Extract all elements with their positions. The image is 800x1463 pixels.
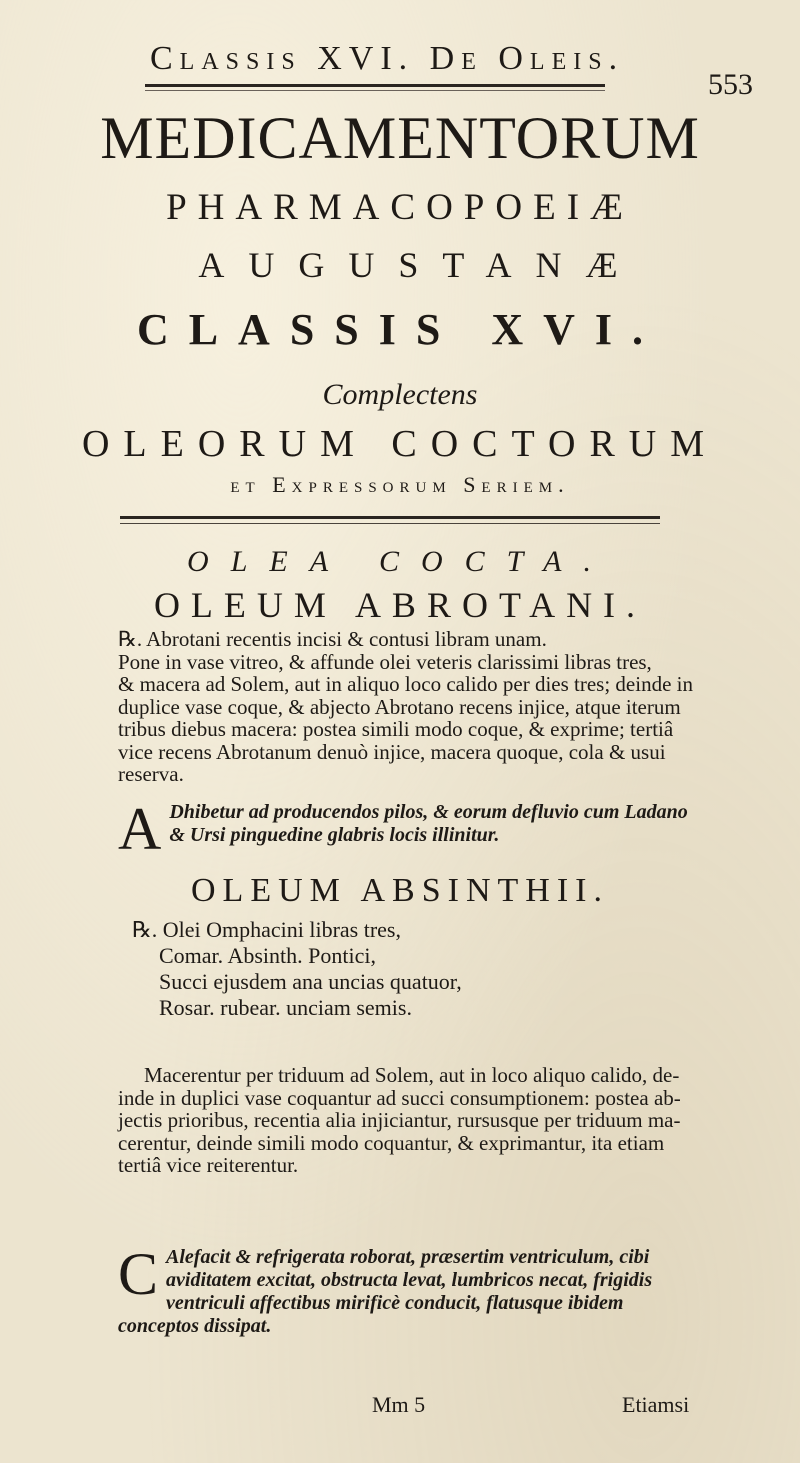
text-line: duplice vase coque, & abjecto Abrotano recens injice, atque iterum — [118, 694, 681, 719]
text-line: ℞. Abrotani recentis incisi & contusi libram unam. — [118, 627, 547, 651]
title-line-medicamentorum: MEDICAMENTORUM — [100, 105, 700, 171]
recipe-list-absinthii — [132, 917, 692, 1021]
recipe-item: Succi ejusdem ana uncias quatuor, — [159, 969, 462, 994]
entry-text-absinthii — [118, 1064, 698, 1177]
running-head — [140, 40, 753, 101]
text-line: & macera ad Solem, aut in aliquo loco calido per dies tres; deinde in — [118, 672, 693, 696]
text-line: cerentur, deinde simili modo coquantur, & exprimantur, ita etiam — [118, 1130, 665, 1155]
text-line: tertiâ vice reiterentur. — [118, 1153, 299, 1177]
text-line: inde in duplici vase coquantur ad succi consumptionem: postea ab- — [118, 1085, 681, 1110]
text-line: Pone in vase vitreo, & affunde olei veteris clarissimi libras tres, — [118, 649, 652, 674]
signature-mark: Mm 5 — [372, 1392, 426, 1417]
page-number: 553 — [708, 68, 753, 101]
text-line: vice recens Abrotanum denuò injice, macera quoque, cola & usui — [118, 739, 666, 764]
entry-text-abrotani — [118, 628, 698, 786]
usage-note-abrotani — [118, 796, 708, 862]
section-rule-thin — [120, 523, 660, 524]
recipe-item: Comar. Absinth. Pontici, — [159, 943, 376, 968]
header-rule — [145, 84, 605, 87]
section-heading: OLEA COCTA. — [187, 545, 613, 578]
header-rule-thin — [145, 90, 605, 91]
recipe-item: ℞. Olei Omphacini libras tres, — [132, 917, 401, 942]
usage-note-absinthii — [118, 1241, 708, 1338]
title-line-augustanae: AUGUSTANÆ — [198, 245, 642, 285]
usage-note-text: Alefacit & refrigerata roborat, præsertim ventriculum, cibi aviditatem excitat, obstructa levat, lumbricos necat, frigidis ventriculi affectibus mirificè conducit, flatusque ibidem conceptos dissipat. — [118, 1246, 653, 1337]
drop-cap: A — [118, 796, 162, 862]
text-line: reserva. — [118, 762, 184, 786]
title-line-complectens: Complectens — [322, 378, 478, 411]
title-line-oleorum: OLEORUM COCTORUM — [81, 423, 719, 465]
title-line-expressorum: et Expressorum Seriem. — [230, 472, 570, 497]
text-line: Macerentur per triduum ad Solem, aut in loco aliquo calido, de- — [144, 1063, 680, 1087]
title-line-pharmacopoeiae: PHARMACOPOEIÆ — [166, 187, 634, 228]
drop-cap: C — [118, 1241, 159, 1307]
title-line-classis: CLASSIS XVI. — [136, 305, 664, 354]
running-head-title: Classis XVI. De Oleis. — [150, 40, 625, 77]
entry-title-abrotani: OLEUM ABROTANI. — [153, 585, 647, 625]
usage-note-text: Dhibetur ad producendos pilos, & eorum defluvio cum Ladano & Ursi pinguedine glabris locis illinitur. — [169, 801, 688, 846]
catchword: Etiamsi — [622, 1392, 690, 1417]
entry-title-absinthii: OLEUM ABSINTHII. — [191, 872, 609, 909]
recipe-item: Rosar. rubear. unciam semis. — [159, 995, 412, 1020]
section-rule — [120, 516, 660, 519]
text-line: jectis prioribus, recentia alia injiciantur, rursusque per triduum ma- — [118, 1108, 681, 1132]
text-line: tribus diebus macera: postea simili modo coque, & exprime; tertiâ — [118, 717, 674, 741]
